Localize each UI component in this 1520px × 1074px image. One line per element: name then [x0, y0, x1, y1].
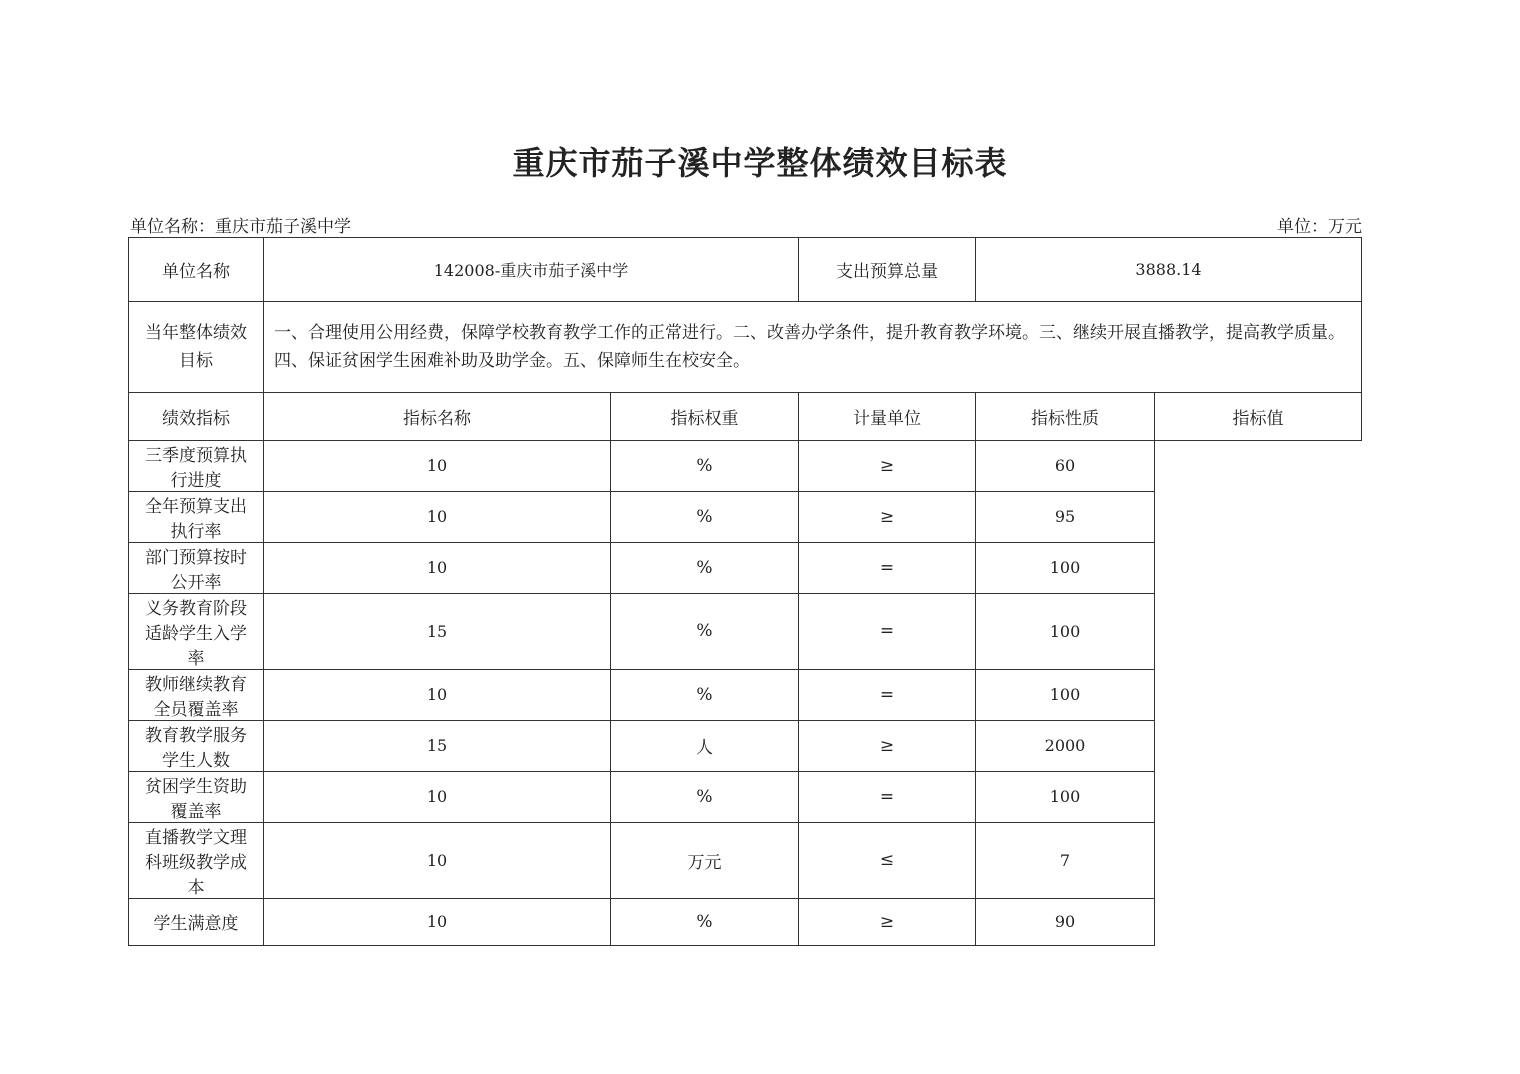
column-header: 指标值	[1155, 393, 1362, 441]
indicator-unit: %	[611, 898, 799, 946]
goal-text: 一、合理使用公用经费，保障学校教育教学工作的正常进行。二、改善办学条件，提升教育教学环境。三、继续开展直播教学，提高教学质量。四、保证贫困学生困难补助及助学金。五、保障师生在校安全。	[264, 302, 1362, 393]
document-title: 重庆市茄子溪中学整体绩效目标表	[512, 144, 1008, 182]
column-header: 指标权重	[611, 393, 799, 441]
performance-table	[128, 237, 1362, 946]
indicator-name: 部门预算按时公开率	[129, 542, 264, 593]
indicator-unit: 万元	[611, 822, 799, 898]
indicator-unit: %	[611, 771, 799, 822]
indicator-unit: 人	[611, 720, 799, 771]
indicator-name: 全年预算支出执行率	[129, 491, 264, 542]
unit-name-value: 142008-重庆市茄子溪中学	[264, 238, 799, 302]
indicator-value: 90	[976, 898, 1155, 946]
indicator-unit: %	[611, 440, 799, 491]
indicator-name: 教育教学服务学生人数	[129, 720, 264, 771]
table-row	[129, 720, 1362, 771]
indicator-name: 义务教育阶段适龄学生入学率	[129, 593, 264, 669]
table-row	[129, 771, 1362, 822]
indicator-header-row	[129, 393, 1362, 441]
column-header: 指标性质	[976, 393, 1155, 441]
table-row	[129, 440, 1362, 491]
unit-name-header: 单位名称	[129, 238, 264, 302]
table-row	[129, 593, 1362, 669]
meta-line	[130, 212, 1362, 237]
table-row	[129, 898, 1362, 946]
indicator-name: 三季度预算执行进度	[129, 440, 264, 491]
indicator-weight: 10	[264, 542, 611, 593]
indicator-type: =	[799, 542, 976, 593]
indicator-name: 教师继续教育全员覆盖率	[129, 669, 264, 720]
indicator-value: 95	[976, 491, 1155, 542]
indicator-weight: 10	[264, 771, 611, 822]
indicator-unit: %	[611, 491, 799, 542]
table-row	[129, 822, 1362, 898]
indicator-weight: 10	[264, 491, 611, 542]
indicator-value: 60	[976, 440, 1155, 491]
table-row	[129, 669, 1362, 720]
indicator-name: 贫困学生资助覆盖率	[129, 771, 264, 822]
goal-header: 当年整体绩效目标	[129, 302, 264, 393]
indicator-type: =	[799, 669, 976, 720]
indicator-type: =	[799, 771, 976, 822]
indicator-weight: 15	[264, 593, 611, 669]
indicators-header: 绩效指标	[129, 393, 264, 441]
unit-name-label: 单位名称：重庆市茄子溪中学	[130, 217, 351, 237]
indicator-type: ≥	[799, 491, 976, 542]
indicator-weight: 10	[264, 440, 611, 491]
indicator-type: ≥	[799, 898, 976, 946]
column-header: 计量单位	[799, 393, 976, 441]
indicator-type: ≥	[799, 720, 976, 771]
table-row	[129, 542, 1362, 593]
budget-header: 支出预算总量	[799, 238, 976, 302]
indicator-type: ≤	[799, 822, 976, 898]
indicator-unit: %	[611, 593, 799, 669]
indicator-value: 100	[976, 669, 1155, 720]
indicator-weight: 15	[264, 720, 611, 771]
goal-row	[129, 302, 1362, 393]
currency-label: 单位：万元	[1277, 217, 1362, 237]
indicator-weight: 10	[264, 669, 611, 720]
indicator-value: 100	[976, 593, 1155, 669]
indicator-value: 100	[976, 771, 1155, 822]
indicator-name: 直播教学文理科班级教学成本	[129, 822, 264, 898]
indicator-type: =	[799, 593, 976, 669]
indicator-type: ≥	[799, 440, 976, 491]
unit-row	[129, 238, 1362, 302]
column-header: 指标名称	[264, 393, 611, 441]
indicator-value: 100	[976, 542, 1155, 593]
table-row	[129, 491, 1362, 542]
budget-value: 3888.14	[976, 238, 1362, 302]
indicator-value: 7	[976, 822, 1155, 898]
indicator-name: 学生满意度	[129, 898, 264, 946]
indicator-unit: %	[611, 542, 799, 593]
indicator-weight: 10	[264, 898, 611, 946]
indicator-unit: %	[611, 669, 799, 720]
indicator-weight: 10	[264, 822, 611, 898]
indicator-value: 2000	[976, 720, 1155, 771]
